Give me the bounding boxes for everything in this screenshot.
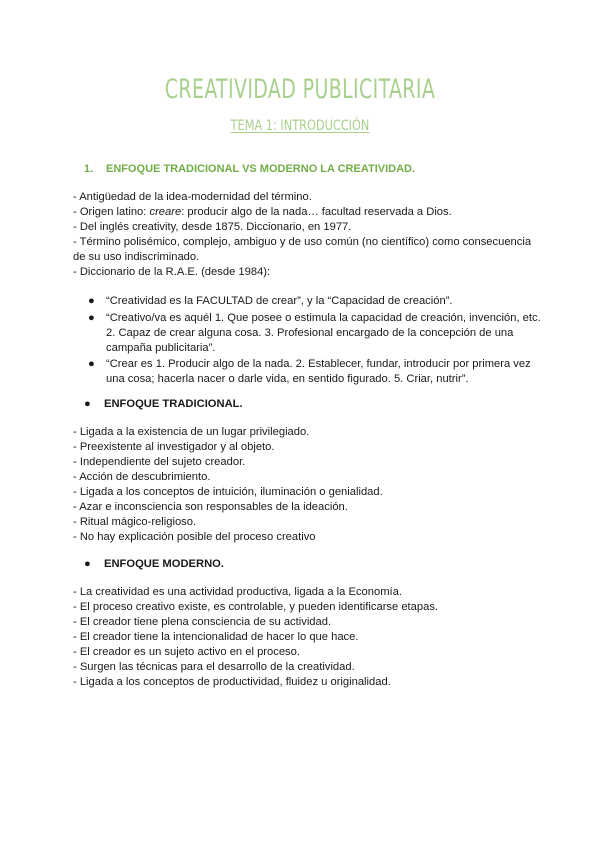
- list-item: - El creador tiene la intencionalidad de hacer lo que hace.: [73, 631, 359, 643]
- bullet-icon: ●: [84, 398, 91, 410]
- list-item: - Ritual mágico-religioso.: [73, 516, 197, 528]
- list-item-text: “Crear es 1. Producir algo de la nada. 2. Establecer, fundar, introducir por primera vez una cosa; hacerla nacer o darle vida, en sentido figurado. 5. Criar, nutrir”.: [106, 358, 531, 385]
- intro-line: - Antigüedad de la idea-modernidad del término.: [73, 191, 312, 203]
- latin-rest: : producir algo de la nada… facultad reservada a Dios.: [181, 206, 452, 218]
- latin-prefix: - Origen latino:: [73, 206, 150, 218]
- bullet-icon: ●: [84, 558, 91, 570]
- traditional-list: [73, 425, 543, 545]
- bullet-icon: ●: [88, 358, 95, 370]
- list-item: - El creador tiene plena consciencia de su actividad.: [73, 616, 332, 628]
- list-item: - La creatividad es una actividad productiva, ligada a la Economía.: [73, 586, 402, 598]
- modern-heading: [84, 558, 224, 570]
- list-item-text: “Creatividad es la FACULTAD de crear”, y la “Capacidad de creación”.: [106, 295, 453, 307]
- latin-word: creare: [149, 206, 182, 218]
- traditional-heading-text: ENFOQUE TRADICIONAL.: [104, 398, 243, 410]
- list-item: - Ligada a los conceptos de productividad, fluidez u originalidad.: [73, 676, 391, 688]
- document-subtitle: [66, 118, 534, 134]
- list-item: [88, 357, 543, 387]
- bullet-icon: ●: [88, 311, 95, 324]
- list-item: - Preexistente al investigador y al objeto.: [73, 441, 275, 453]
- intro-line: - Diccionario de la R.A.E. (desde 1984):: [73, 266, 271, 278]
- modern-list: [73, 585, 543, 690]
- list-item: - Surgen las técnicas para el desarrollo de la creatividad.: [73, 661, 355, 673]
- intro-line: - Del inglés creativity, desde 1875. Diccionario, en 1977.: [73, 221, 352, 233]
- list-item: - Azar e inconsciencia son responsables de la ideación.: [73, 501, 348, 513]
- section-1-number: 1.: [84, 163, 94, 175]
- list-item: [88, 294, 543, 309]
- intro-line: - Término polisémico, complejo, ambiguo y de uso común (no científico) como consecuencia de su uso indiscriminado.: [73, 236, 532, 263]
- rae-definitions-list: [88, 294, 543, 389]
- list-item: - Ligada a la existencia de un lugar privilegiado.: [73, 426, 310, 438]
- list-item: [88, 311, 543, 356]
- intro-line-latin: [73, 205, 543, 220]
- subtitle-text: TEMA 1: INTRODUCCIÓN: [230, 118, 370, 134]
- list-item: - Independiente del sujeto creador.: [73, 456, 246, 468]
- section-1-title: ENFOQUE TRADICIONAL VS MODERNO LA CREATIVIDAD.: [106, 163, 416, 175]
- list-item: - Ligada a los conceptos de intuición, iluminación o genialidad.: [73, 486, 383, 498]
- list-item: - No hay explicación posible del proceso creativo: [73, 531, 316, 543]
- list-item-text: “Creativo/va es aquél 1. Que posee o estimula la capacidad de creación, invención, etc. 2. Capaz de crear alguna cosa. 3. Profesional encargado de la concepción de una campaña publicitaria”.: [106, 311, 541, 354]
- list-item: - El proceso creativo existe, es controlable, y pueden identificarse etapas.: [73, 601, 439, 613]
- section-1-heading: [84, 163, 415, 175]
- traditional-heading: [84, 398, 243, 410]
- bullet-icon: ●: [88, 295, 95, 307]
- document-title: CREATIVIDAD PUBLICITARIA: [164, 74, 436, 105]
- list-item: - Acción de descubrimiento.: [73, 471, 211, 483]
- section-1-intro: [73, 190, 543, 280]
- modern-heading-text: ENFOQUE MODERNO.: [104, 558, 224, 570]
- list-item: - El creador es un sujeto activo en el proceso.: [73, 646, 300, 658]
